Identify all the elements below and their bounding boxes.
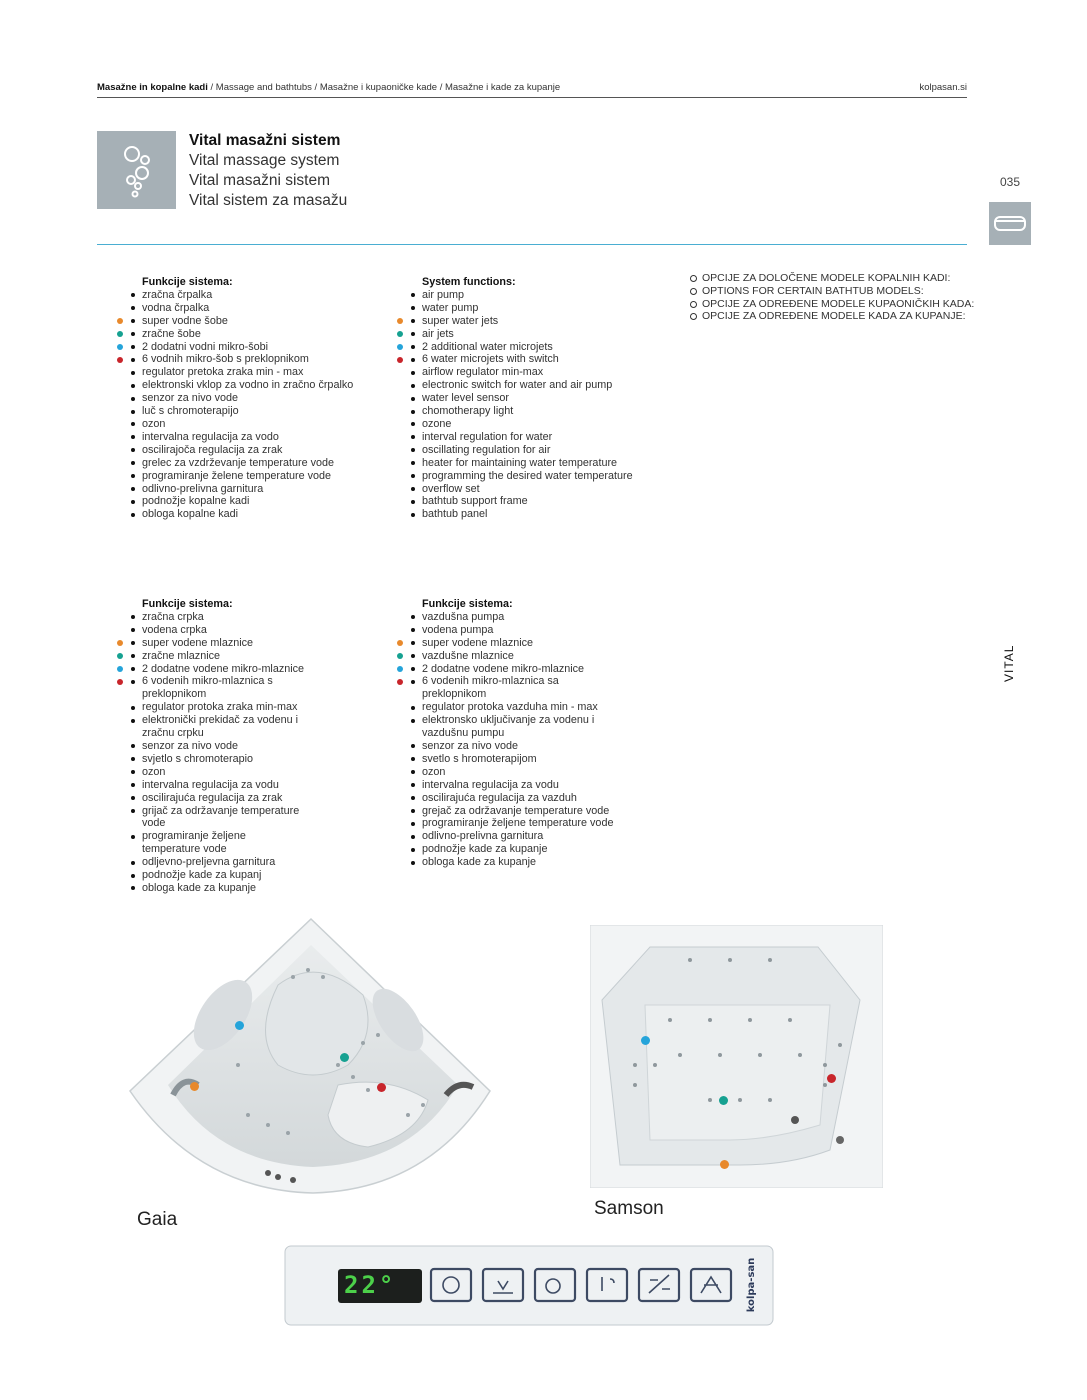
marker-dot-orange — [397, 318, 403, 324]
function-item — [408, 495, 678, 508]
page-title — [189, 131, 347, 211]
function-item — [408, 444, 678, 457]
function-item — [408, 714, 624, 740]
function-item — [128, 856, 306, 869]
temperature-display: 22° — [344, 1271, 397, 1299]
function-text: air pump — [422, 288, 465, 301]
function-text: intervalna regulacija za vodu — [142, 778, 279, 791]
page-number: 035 — [1000, 175, 1021, 189]
function-item — [408, 405, 678, 418]
function-item — [408, 740, 624, 753]
title-sl: Vital masažni sistem — [189, 132, 341, 149]
function-text: grejač za održavanje temperature vode — [422, 804, 610, 817]
function-item — [128, 779, 306, 792]
function-item — [128, 470, 388, 483]
function-text: intervalna regulacija za vodu — [422, 778, 559, 791]
function-item — [408, 341, 678, 354]
function-item — [128, 882, 306, 895]
marker-dot-orange — [720, 1160, 729, 1169]
function-text: water pump — [422, 301, 479, 314]
marker-dot-orange — [190, 1082, 199, 1091]
function-text: oscilirajuća regulacija za zrak — [142, 791, 283, 804]
function-item — [408, 830, 624, 843]
function-item — [408, 431, 678, 444]
function-text: podnožje kade za kupanje — [422, 843, 548, 856]
function-text: programming the desired water temperature — [422, 469, 633, 482]
function-text: 6 water microjets with switch — [422, 353, 559, 366]
marker-dot-red — [117, 357, 123, 363]
function-text: ozon — [142, 417, 166, 430]
function-text: podnožje kopalne kadi — [142, 495, 250, 508]
function-item — [128, 444, 388, 457]
function-text: vazdušne mlaznice — [422, 649, 514, 662]
marker-dot-blue — [117, 344, 123, 350]
function-text: 6 vodenih mikro-mlaznica s preklopnikom — [142, 675, 273, 701]
function-item — [408, 302, 678, 315]
function-item — [128, 869, 306, 882]
function-text: super vodne šobe — [142, 314, 228, 327]
function-text: obloga kade za kupanje — [142, 881, 257, 894]
marker-dot-teal — [719, 1096, 728, 1105]
function-item — [128, 418, 388, 431]
function-text: senzor za nivo vode — [142, 392, 239, 405]
function-item — [408, 366, 678, 379]
function-item — [408, 701, 624, 714]
function-item — [408, 611, 624, 624]
function-text: ozon — [422, 765, 446, 778]
options-legend — [690, 272, 974, 323]
function-item — [128, 611, 306, 624]
function-item — [408, 805, 624, 818]
function-text: senzor za nivo vode — [422, 739, 519, 752]
function-text: chomotherapy light — [422, 405, 514, 418]
function-text: airflow regulator min-max — [422, 366, 544, 379]
function-text: luč s chromoterapijo — [142, 405, 239, 418]
function-text: zračna črpalka — [142, 288, 213, 301]
function-text: odlivno-prelivna garnitura — [422, 830, 544, 843]
function-item — [128, 508, 388, 521]
function-text: programiranje željene temperature vode — [422, 817, 614, 830]
list-heading: Funkcije sistema: — [142, 598, 233, 610]
function-text: senzor za nivo vode — [142, 739, 239, 752]
function-item — [408, 856, 624, 869]
function-text: 2 dodatne vodene mikro-mlaznice — [422, 662, 585, 675]
marker-dot-red — [117, 679, 123, 685]
function-item — [128, 405, 388, 418]
panel-brand: kolpa-san — [746, 1257, 757, 1313]
function-text: 6 vodenih mikro-mlaznica sa preklopnikom — [422, 675, 559, 701]
function-text: zračna crpka — [142, 610, 204, 623]
function-item — [128, 675, 306, 701]
function-text: 2 additional water microjets — [422, 340, 553, 353]
function-text: odlivno-prelivna garnitura — [142, 482, 264, 495]
breadcrumb-path: / Massage and bathtubs / Masažne i kupaoničke kade / Masažne i kade za kupanje — [207, 82, 561, 93]
function-item — [128, 830, 306, 856]
function-text: obloga kopalne kadi — [142, 508, 239, 521]
function-text: air jets — [422, 327, 454, 340]
marker-dot-teal — [397, 331, 403, 337]
breadcrumb — [97, 82, 560, 93]
function-text: vodna črpalka — [142, 301, 210, 314]
product-name-samson: Samson — [594, 1198, 664, 1219]
side-label: VITAL — [1002, 644, 1016, 682]
function-item — [408, 328, 678, 341]
marker-dot-teal — [117, 653, 123, 659]
list-heading: Funkcije sistema: — [142, 276, 233, 288]
function-item — [128, 302, 388, 315]
function-item — [408, 418, 678, 431]
function-item — [128, 701, 306, 714]
function-text: elektronički prekidač za vodenu i zračnu crpku — [142, 714, 299, 740]
function-text: oscillating regulation for air — [422, 443, 551, 456]
function-text: vodena crpka — [142, 623, 207, 636]
marker-dot-orange — [117, 640, 123, 646]
function-text: odljevno-preljevna garnitura — [142, 856, 276, 869]
function-text: svetlo s hromoterapijom — [422, 752, 537, 765]
function-text: zračne mlaznice — [142, 649, 221, 662]
marker-dot-orange — [397, 640, 403, 646]
function-item — [128, 714, 306, 740]
function-text: regulator protoka zraka min-max — [142, 701, 298, 714]
functions-list-hr — [128, 598, 306, 895]
samson-bathtub-image — [590, 925, 883, 1188]
function-item — [408, 792, 624, 805]
header-divider — [97, 97, 967, 98]
function-text: water level sensor — [422, 392, 510, 405]
function-text: regulator protoka vazduha min - max — [422, 701, 598, 714]
option-line: OPCIJE ZA DOLOČENE MODELE KOPALNIH KADI: — [690, 272, 974, 285]
function-item — [408, 508, 678, 521]
function-text: super vodene mlaznice — [422, 636, 534, 649]
function-item — [408, 766, 624, 779]
function-item — [408, 624, 624, 637]
function-text: 6 vodnih mikro-šob s preklopnikom — [142, 353, 309, 366]
title-hr: Vital masažni sistem — [189, 172, 330, 189]
function-text: programiranje želene temperature vode — [142, 469, 332, 482]
function-text: obloga kade za kupanje — [422, 856, 537, 869]
function-item — [408, 379, 678, 392]
function-item — [128, 753, 306, 766]
function-item — [128, 341, 388, 354]
function-item — [408, 637, 624, 650]
function-text: podnožje kade za kupanj — [142, 869, 262, 882]
function-item — [408, 470, 678, 483]
function-item — [128, 650, 306, 663]
function-text: bathtub support frame — [422, 495, 528, 508]
function-text: electronic switch for water and air pump — [422, 379, 613, 392]
function-item — [408, 392, 678, 405]
function-item — [408, 779, 624, 792]
marker-dot-blue — [641, 1036, 650, 1045]
function-text: interval regulation for water — [422, 430, 553, 443]
marker-dot-teal — [117, 331, 123, 337]
function-item — [128, 366, 388, 379]
function-text: bathtub panel — [422, 508, 488, 521]
function-item — [128, 457, 388, 470]
function-text: oscilirajuća regulacija za vazduh — [422, 791, 577, 804]
functions-list-sl — [128, 276, 388, 521]
functions-list-en — [408, 276, 678, 521]
marker-dot-red — [397, 357, 403, 363]
function-item — [408, 483, 678, 496]
marker-dot-blue — [397, 666, 403, 672]
title-en: Vital massage system — [189, 152, 340, 169]
function-item — [128, 431, 388, 444]
marker-dot-red — [377, 1083, 386, 1092]
marker-dot-teal — [340, 1053, 349, 1062]
function-text: grijač za održavanje temperature vode — [142, 804, 300, 830]
breadcrumb-section: Masažne in kopalne kadi — [97, 82, 208, 93]
function-text: oscilirajoča regulacija za zrak — [142, 443, 283, 456]
functions-list-sr — [408, 598, 624, 869]
function-item — [128, 663, 306, 676]
option-line: OPCIJE ZA ODREĐENE MODELE KUPAONIČKIH KADA: — [690, 298, 974, 311]
function-item — [128, 392, 388, 405]
function-text: vodena pumpa — [422, 623, 494, 636]
function-item — [408, 650, 624, 663]
function-item — [408, 817, 624, 830]
marker-dot-red — [827, 1074, 836, 1083]
function-item — [128, 289, 388, 302]
marker-dot-red — [397, 679, 403, 685]
function-item — [128, 740, 306, 753]
function-text: elektronsko uključivanje za vodenu i vazdušnu pumpu — [422, 714, 595, 740]
marker-dot-teal — [397, 653, 403, 659]
section-divider — [97, 244, 967, 245]
function-item — [408, 457, 678, 470]
control-panel-image — [284, 1245, 774, 1326]
function-item — [128, 792, 306, 805]
function-item — [408, 675, 624, 701]
function-item — [408, 843, 624, 856]
function-text: vazdušna pumpa — [422, 610, 505, 623]
bathtub-icon — [989, 202, 1031, 245]
site-url: kolpasan.si — [919, 82, 967, 93]
option-line: OPTIONS FOR CERTAIN BATHTUB MODELS: — [690, 285, 974, 298]
function-item — [128, 353, 388, 366]
function-text: intervalna regulacija za vodo — [142, 430, 279, 443]
function-item — [128, 766, 306, 779]
function-text: 2 dodatni vodni mikro-šobi — [142, 340, 269, 353]
marker-dot-orange — [117, 318, 123, 324]
function-text: heater for maintaining water temperature — [422, 456, 618, 469]
function-text: elektronski vklop za vodno in zračno črpalko — [142, 379, 354, 392]
marker-dot-blue — [235, 1021, 244, 1030]
function-text: 2 dodatne vodene mikro-mlaznice — [142, 662, 305, 675]
function-text: programiranje željene temperature vode — [142, 830, 246, 856]
option-line: OPCIJE ZA ODREĐENE MODELE KADA ZA KUPANJE: — [690, 310, 974, 323]
function-text: overflow set — [422, 482, 480, 495]
function-item — [128, 315, 388, 328]
function-text: zračne šobe — [142, 327, 201, 340]
function-item — [408, 753, 624, 766]
function-text: svjetlo s chromoterapio — [142, 752, 254, 765]
function-item — [128, 328, 388, 341]
gaia-bathtub-image — [128, 915, 494, 1195]
marker-dot-blue — [117, 666, 123, 672]
function-text: regulator pretoka zraka min - max — [142, 366, 304, 379]
function-item — [128, 495, 388, 508]
function-text: grelec za vzdrževanje temperature vode — [142, 456, 335, 469]
function-text: ozon — [142, 765, 166, 778]
list-heading: System functions: — [422, 276, 516, 288]
function-item — [408, 663, 624, 676]
function-item — [128, 483, 388, 496]
function-item — [408, 353, 678, 366]
bubbles-icon — [97, 131, 176, 209]
title-sr: Vital sistem za masažu — [189, 192, 348, 209]
function-item — [128, 805, 306, 831]
function-item — [128, 624, 306, 637]
function-item — [408, 289, 678, 302]
function-item — [408, 315, 678, 328]
function-text: ozone — [422, 417, 452, 430]
function-text: super water jets — [422, 314, 499, 327]
list-heading: Funkcije sistema: — [422, 598, 513, 610]
product-name-gaia: Gaia — [137, 1209, 178, 1230]
function-item — [128, 637, 306, 650]
marker-dot-blue — [397, 344, 403, 350]
function-item — [128, 379, 388, 392]
function-text: super vodene mlaznice — [142, 636, 254, 649]
